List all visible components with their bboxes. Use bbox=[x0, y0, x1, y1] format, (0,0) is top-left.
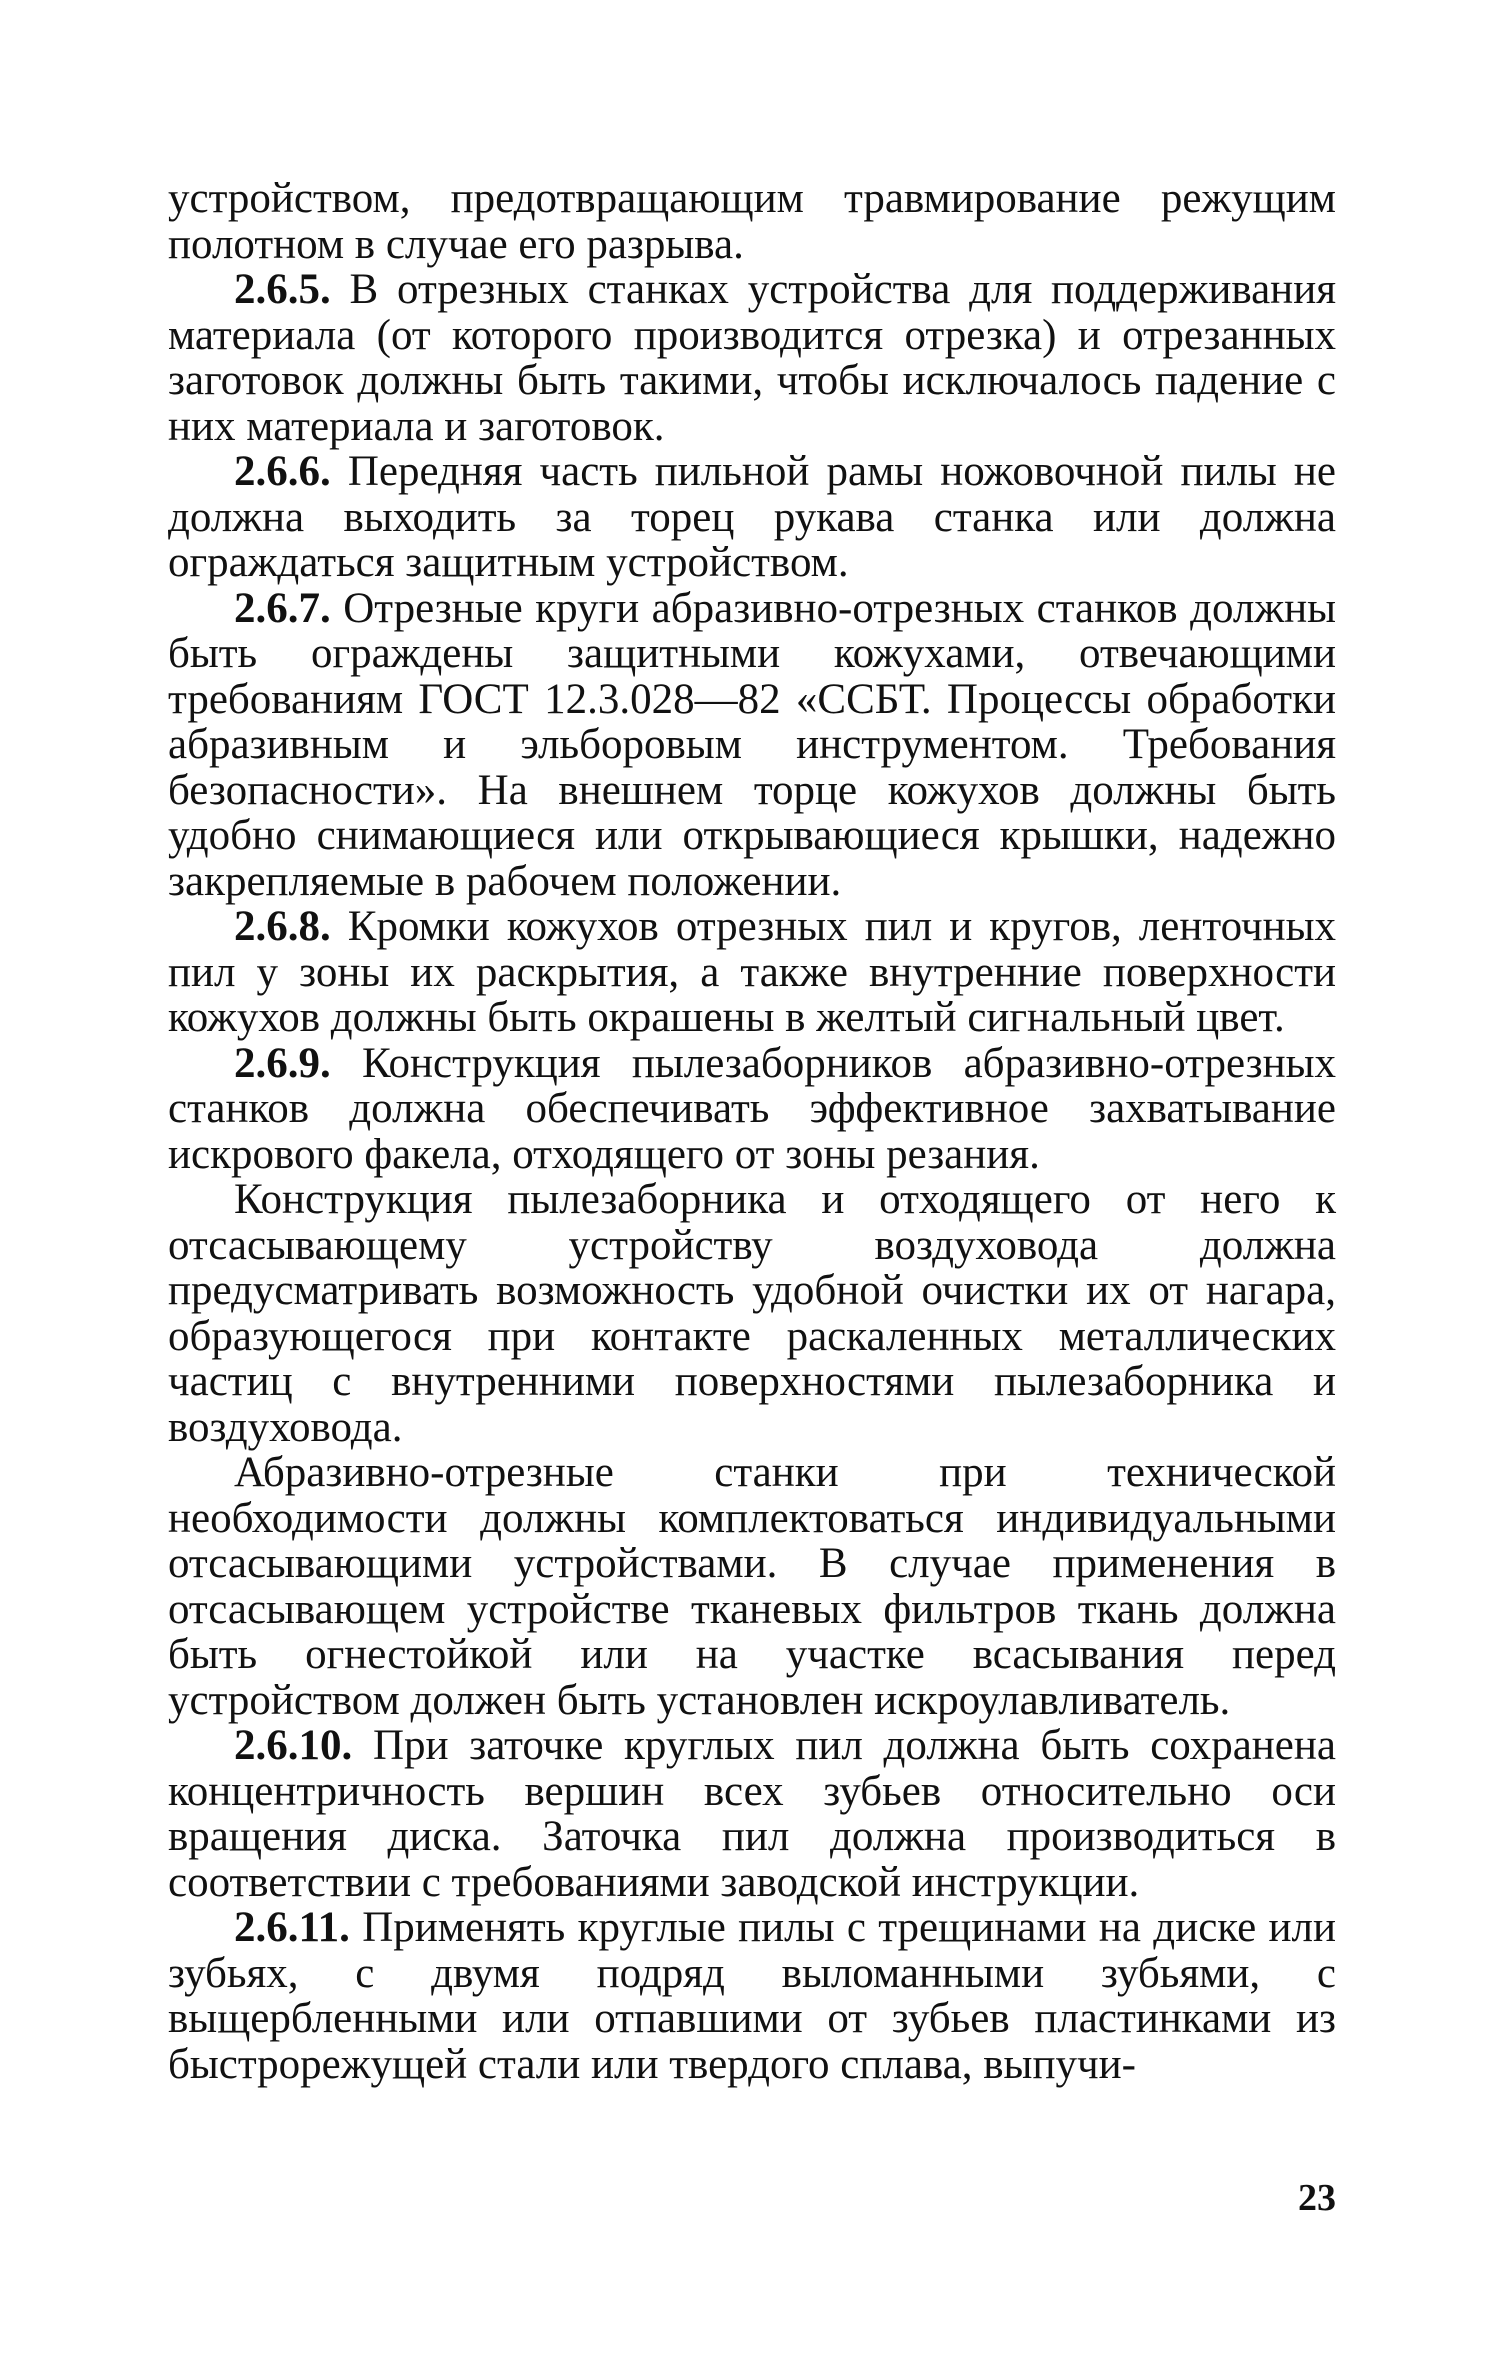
paragraph-text: устройством, предотвращающим травмирование режущим полотном в случае его разрыва. bbox=[168, 175, 1336, 268]
paragraph-text: Абразивно-отрезные станки при технической необходимости должны комплектоваться индивидуальными отсасывающими устройствами. В случае применения в отсасывающем устройстве тканевых фильтров ткань должна быть огнестойкой или на участке всасывания перед устройством должен быть установлен искроулавливатель. bbox=[168, 1449, 1336, 1724]
paragraph-2-6-5 bbox=[168, 267, 1336, 449]
section-number: 2.6.6. bbox=[234, 448, 331, 495]
paragraph-text: Передняя часть пильной рамы ножовочной пилы не должна выходить за торец рукава станка или должна ограждаться защитным устройством. bbox=[168, 448, 1336, 586]
paragraph-text: Кромки кожухов отрезных пил и кругов, ленточных пил у зоны их раскрытия, а также внутренние поверхности кожухов должны быть окрашены в желтый сигнальный цвет. bbox=[168, 903, 1336, 1041]
section-number: 2.6.11. bbox=[234, 1904, 350, 1951]
body-text bbox=[168, 176, 1336, 2087]
paragraph-continuation bbox=[168, 176, 1336, 267]
paragraph-text: Конструкция пылезаборника и отходящего от него к отсасывающему устройству воздуховода должна предусматривать возможность удобной очистки их от нагара, образующегося при контакте раскаленных металлических частиц с внутренними поверхностями пылезаборника и воздуховода. bbox=[168, 1176, 1336, 1451]
paragraph-dust-collector-design bbox=[168, 1177, 1336, 1450]
paragraph-2-6-6 bbox=[168, 449, 1336, 586]
section-number: 2.6.10. bbox=[234, 1722, 353, 1769]
section-number: 2.6.5. bbox=[234, 266, 331, 313]
paragraph-text: В отрезных станках устройства для поддерживания материала (от которого производится отрезка) и отрезанных заготовок должны быть такими, чтобы исключалось падение с них материала и заготовок. bbox=[168, 266, 1336, 450]
section-number: 2.6.7. bbox=[234, 584, 331, 632]
paragraph-2-6-7 bbox=[168, 586, 1336, 905]
section-number: 2.6.8. bbox=[234, 903, 331, 950]
paragraph-2-6-11 bbox=[168, 1905, 1336, 2087]
page-number: 23 bbox=[1298, 2177, 1336, 2219]
section-number: 2.6.9. bbox=[234, 1039, 331, 1087]
paragraph-exhaust-devices bbox=[168, 1450, 1336, 1723]
paragraph-text: При заточке круглых пил должна быть сохранена концентричность вершин всех зубьев относительно оси вращения диска. Заточка пил должна производиться в соответствии с требованиями заводской инструкции. bbox=[168, 1722, 1336, 1906]
paragraph-text: Отрезные круги абразивно-отрезных станков должны быть ограждены защитными кожухами, отвечающими требованиям ГОСТ 12.3.028—82 «ССБТ. Процессы обработки абразивным и эльборовым инструментом. Требования безопасности». На внешнем торце кожухов должны быть удобно снимающиеся или открывающиеся крышки, надежно закрепляемые в рабочем положении. bbox=[168, 584, 1336, 905]
paragraph-2-6-10 bbox=[168, 1723, 1336, 1905]
paragraph-2-6-9 bbox=[168, 1041, 1336, 1178]
paragraph-2-6-8 bbox=[168, 904, 1336, 1041]
paragraph-text: Конструкция пылезаборников абразивно-отрезных станков должна обеспечивать эффективное захватывание искрового факела, отходящего от зоны резания. bbox=[168, 1039, 1336, 1178]
paragraph-text: Применять круглые пилы с трещинами на диске или зубьях, с двумя подряд выломанными зубьями, с выщербленными или отпавшими от зубьев пластинками из быстрорежущей стали или твердого сплава, выпучи- bbox=[168, 1904, 1336, 2088]
